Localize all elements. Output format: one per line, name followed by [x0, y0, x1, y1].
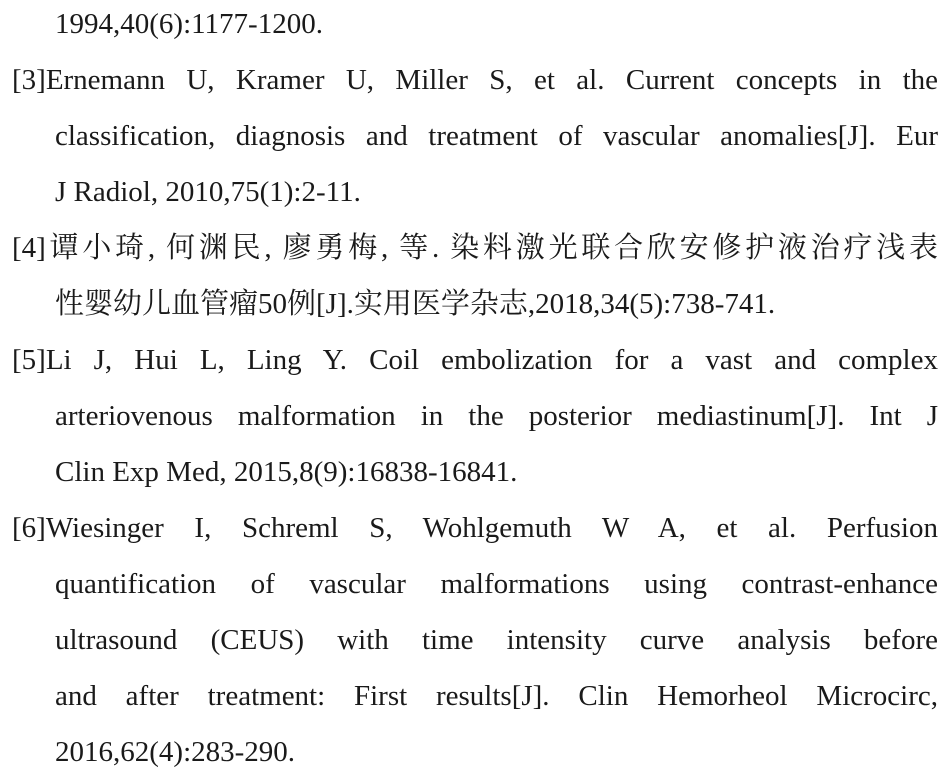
- reference-2-line-1: 1994,40(6):1177-1200.: [55, 8, 323, 40]
- reference-3-line-2: classification, diagnosis and treatment of vascular anomalies[J]. Eur: [55, 120, 938, 152]
- reference-6-line-2: quantification of vascular malformations using contrast-enhance: [55, 568, 938, 600]
- reference-6-line-5: 2016,62(4):283-290.: [55, 736, 296, 768]
- reference-4-line-1: [4]谭小琦, 何渊民, 廖勇梅, 等. 染料激光联合欣安修护液治疗浅表: [12, 232, 938, 264]
- reference-6-line-4: and after treatment: First results[J]. Clin Hemorheol Microcirc,: [55, 680, 938, 712]
- reference-3-line-3: J Radiol, 2010,75(1):2-11.: [55, 176, 361, 208]
- reference-5-line-1: [5]Li J, Hui L, Ling Y. Coil embolization for a vast and complex: [12, 344, 938, 376]
- reference-6-line-3: ultrasound (CEUS) with time intensity curve analysis before: [55, 624, 938, 656]
- reference-5-line-2: arteriovenous malformation in the posterior mediastinum[J]. Int J: [55, 400, 938, 432]
- reference-6-line-1: [6]Wiesinger I, Schreml S, Wohlgemuth W A, et al. Perfusion: [12, 512, 938, 544]
- reference-5-line-3: Clin Exp Med, 2015,8(9):16838-16841.: [55, 456, 518, 488]
- reference-3-line-1: [3]Ernemann U, Kramer U, Miller S, et al. Current concepts in the: [12, 64, 938, 96]
- reference-4-line-2: 性婴幼儿血管瘤50例[J].实用医学杂志,2018,34(5):738-741.: [55, 288, 776, 320]
